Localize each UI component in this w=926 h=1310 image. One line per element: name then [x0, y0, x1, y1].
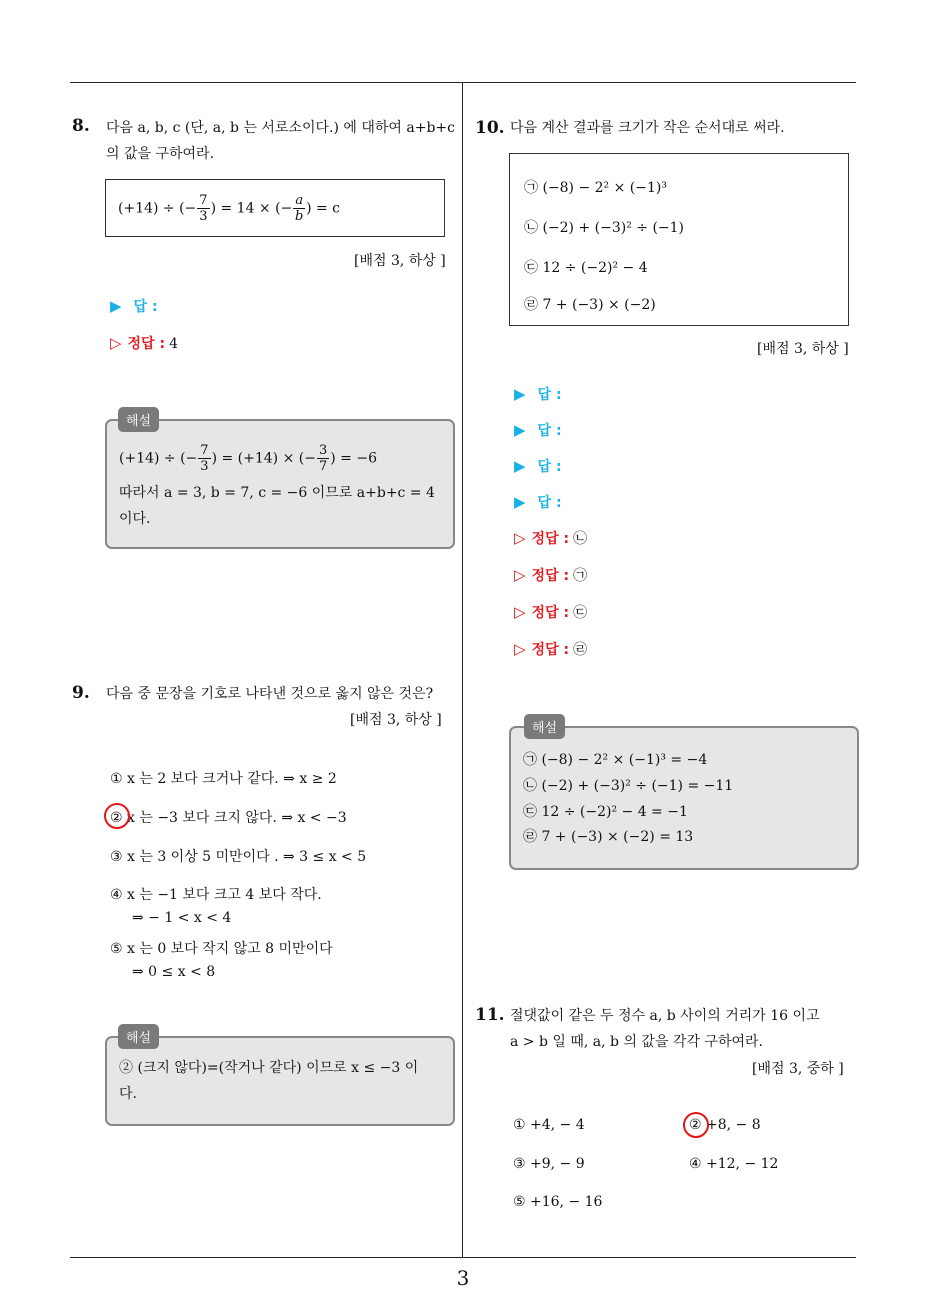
q9-explanation-box — [105, 1036, 455, 1126]
q8-equation-box — [105, 179, 445, 237]
column-divider — [462, 83, 463, 1258]
q11-option-4[interactable]: ④ +12, − 12 — [689, 1156, 779, 1172]
play-icon: ▶ — [514, 493, 526, 511]
q10-correct-answer-1: ▷ 정답 : ㉡ — [514, 529, 588, 547]
q9-option-2[interactable]: ② x 는 −3 보다 크지 않다. ⇒ x < −3 — [110, 810, 347, 826]
q10-answer-row-2[interactable]: ▶ 답 : — [514, 421, 562, 439]
q11-number: 11. — [475, 1005, 505, 1025]
q10-score: [배점 3, 하상 ] — [757, 341, 849, 357]
q9-option-4[interactable]: ④ x 는 −1 보다 크고 4 보다 작다. — [110, 887, 322, 903]
q10-expl-line4: ㉣ 7 + (−3) × (−2) = 13 — [523, 829, 694, 845]
top-rule — [70, 82, 856, 83]
selected-circle-mark — [683, 1112, 709, 1138]
q9-expl-line1: ② (크지 않다)=(작거나 같다) 이므로 x ≤ −3 이 — [119, 1060, 419, 1076]
q11-question-line2: a > b 일 때, a, b 의 값을 각각 구하여라. — [510, 1034, 763, 1050]
q8-expl-line1: (+14) ÷ (− $\frac{7}{3}$ ) = (+14) × (− $\frac{3}{7}$ ) = −6 — [119, 443, 377, 474]
q10-item-3: ㉢ 12 ÷ (−2)² − 4 — [524, 260, 648, 276]
q10-correct-answer-3: ▷ 정답 : ㉢ — [514, 603, 588, 621]
q8-equation: (+14) ÷ (− $\frac{7}{3}$ ) = 14 × (− $\frac{a}{b}$ ) = c — [118, 193, 341, 224]
q8-explanation-tag: 해설 — [118, 407, 159, 432]
q8-expl-line2: 따라서 a = 3, b = 7, c = −6 이므로 a+b+c = 4 — [119, 485, 435, 501]
bottom-rule — [70, 1257, 856, 1258]
triangle-outline-icon: ▷ — [514, 529, 526, 547]
q9-expl-line2: 다. — [119, 1086, 137, 1102]
q10-item-1: ㉠ (−8) − 2² × (−1)³ — [524, 180, 667, 196]
triangle-outline-icon: ▷ — [514, 603, 526, 621]
q10-expl-line1: ㉠ (−8) − 2² × (−1)³ = −4 — [523, 752, 708, 768]
q10-explanation-tag: 해설 — [524, 714, 565, 739]
q10-items-box — [509, 153, 849, 326]
q10-correct-answer-4: ▷ 정답 : ㉣ — [514, 640, 588, 658]
q9-explanation-tag: 해설 — [118, 1024, 159, 1049]
q11-question-line1: 절댓값이 같은 두 정수 a, b 사이의 거리가 16 이고 — [510, 1008, 820, 1024]
q11-option-3[interactable]: ③ +9, − 9 — [513, 1156, 585, 1172]
q9-option-4-cont: ⇒ − 1 < x < 4 — [132, 910, 232, 926]
q8-correct-answer: ▷ 정답 : 4 — [110, 334, 178, 352]
q11-option-1[interactable]: ① +4, − 4 — [513, 1117, 585, 1133]
q9-option-5-cont: ⇒ 0 ≤ x < 8 — [132, 964, 216, 980]
q8-explanation-box — [105, 419, 455, 549]
q10-expl-line3: ㉢ 12 ÷ (−2)² − 4 = −1 — [523, 804, 688, 820]
q10-answer-row-1[interactable]: ▶ 답 : — [514, 385, 562, 403]
q10-item-2: ㉡ (−2) + (−3)² ÷ (−1) — [524, 220, 685, 236]
q8-question-line1: 다음 a, b, c (단, a, b 는 서로소이다.) 에 대하여 a+b+c — [106, 120, 456, 136]
q11-question — [510, 1003, 820, 1055]
q8-number: 8. — [72, 116, 90, 136]
q8-score: [배점 3, 하상 ] — [354, 253, 446, 269]
triangle-outline-icon: ▷ — [514, 566, 526, 584]
q10-explanation-box — [509, 726, 859, 870]
selected-circle-mark — [104, 803, 130, 829]
q10-expl-line2: ㉡ (−2) + (−3)² ÷ (−1) = −11 — [523, 778, 734, 794]
q10-correct-answer-2: ▷ 정답 : ㉠ — [514, 566, 588, 584]
triangle-outline-icon: ▷ — [110, 334, 122, 352]
play-icon: ▶ — [514, 457, 526, 475]
q10-answer-row-3[interactable]: ▶ 답 : — [514, 457, 562, 475]
play-icon: ▶ — [110, 297, 122, 315]
page-number: 3 — [456, 1266, 470, 1290]
q8-expl-line3: 이다. — [119, 511, 151, 527]
q9-question: 다음 중 문장을 기호로 나타낸 것으로 옳지 않은 것은? — [106, 686, 434, 702]
play-icon: ▶ — [514, 385, 526, 403]
q9-option-1[interactable]: ① x 는 2 보다 크거나 같다. ⇒ x ≥ 2 — [110, 771, 337, 787]
q9-number: 9. — [72, 683, 90, 703]
triangle-outline-icon: ▷ — [514, 640, 526, 658]
q11-score: [배점 3, 중하 ] — [752, 1061, 844, 1077]
q8-question-line2: 의 값을 구하여라. — [106, 146, 215, 162]
q9-option-3[interactable]: ③ x 는 3 이상 5 미만이다 . ⇒ 3 ≤ x < 5 — [110, 849, 367, 865]
q9-score: [배점 3, 하상 ] — [350, 712, 442, 728]
q10-number: 10. — [475, 118, 505, 138]
q10-answer-row-4[interactable]: ▶ 답 : — [514, 493, 562, 511]
q11-option-5[interactable]: ⑤ +16, − 16 — [513, 1194, 603, 1210]
q10-question: 다음 계산 결과를 크기가 작은 순서대로 써라. — [510, 120, 785, 136]
q8-answer-row[interactable]: ▶ 답 : — [110, 297, 158, 315]
q11-option-2[interactable]: ② +8, − 8 — [689, 1117, 761, 1133]
q8-question — [106, 115, 456, 167]
q10-item-4: ㉣ 7 + (−3) × (−2) — [524, 297, 656, 313]
play-icon: ▶ — [514, 421, 526, 439]
q9-option-5[interactable]: ⑤ x 는 0 보다 작지 않고 8 미만이다 — [110, 941, 333, 957]
